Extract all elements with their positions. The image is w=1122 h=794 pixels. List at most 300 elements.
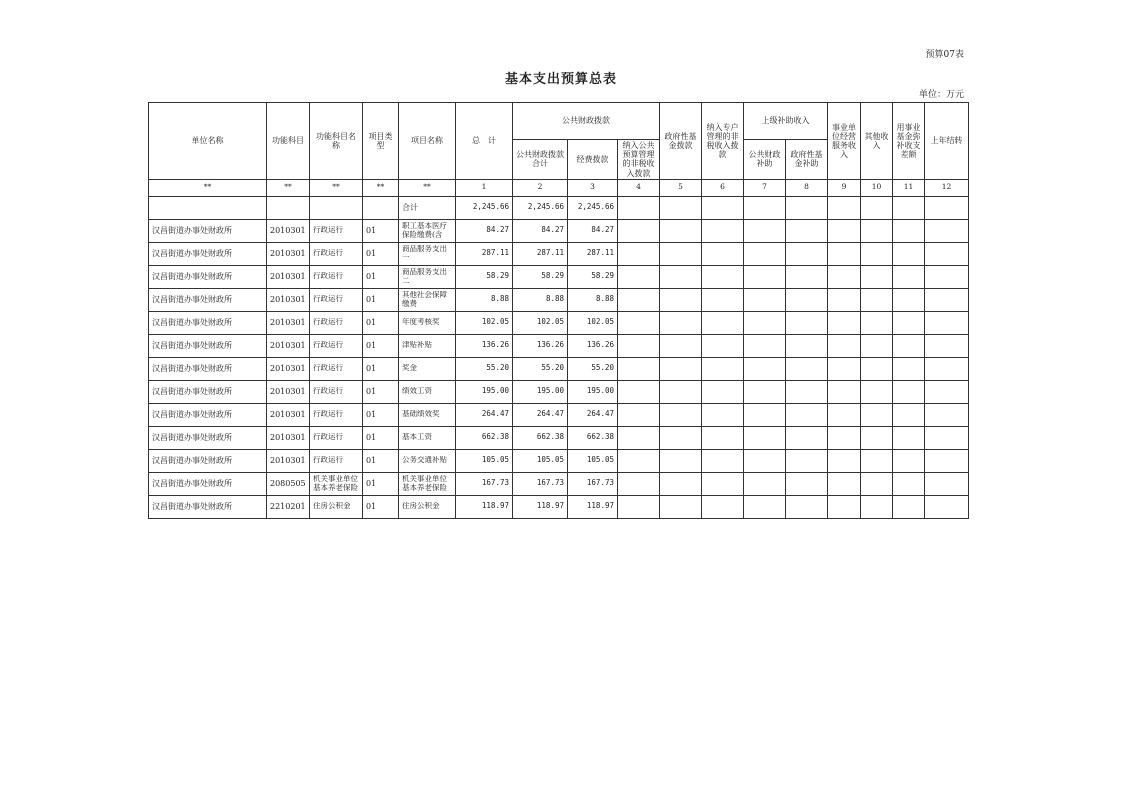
row-unit-name: 汉昌街道办事处财政所 (149, 403, 267, 426)
empty-cell (744, 334, 786, 357)
empty-cell (893, 495, 925, 518)
empty-cell (660, 426, 702, 449)
index-cell: 11 (893, 179, 925, 196)
index-cell: 3 (568, 179, 618, 196)
row-item-name (399, 265, 456, 288)
row-unit-name: 汉昌街道办事处财政所 (149, 380, 267, 403)
col-func-subject-name: 功能科目名称 (310, 103, 363, 180)
row-total: 84.27 (456, 219, 513, 242)
row-func-subject (310, 265, 363, 288)
empty-cell (786, 196, 828, 219)
empty-cell (744, 288, 786, 311)
row-func-subject-text: 行政运行 (313, 249, 343, 258)
empty-cell (893, 449, 925, 472)
empty-cell (828, 472, 861, 495)
empty-cell (861, 472, 893, 495)
empty-cell (702, 403, 744, 426)
row-funding: 195.00 (568, 380, 618, 403)
row-item-name-text: 基础绩效奖 (402, 410, 440, 419)
row-item-name-text: 机关事业单位基本养老保险 (402, 475, 447, 492)
empty-cell (893, 311, 925, 334)
empty-cell (660, 357, 702, 380)
col-carryover: 上年结转 (925, 103, 969, 180)
empty-cell (744, 311, 786, 334)
row-item-name-text: 公务交通补贴 (402, 456, 447, 465)
row-total: 105.05 (456, 449, 513, 472)
empty-cell (925, 242, 969, 265)
empty-cell (702, 380, 744, 403)
empty-cell (702, 472, 744, 495)
index-cell: 6 (702, 179, 744, 196)
page-title: 基本支出预算总表 (504, 72, 617, 87)
row-func-code: 2010301 (267, 426, 310, 449)
empty-cell (828, 380, 861, 403)
empty-cell (893, 403, 925, 426)
empty-cell (828, 495, 861, 518)
empty-cell (660, 196, 702, 219)
index-cell: 1 (456, 179, 513, 196)
row-total: 662.38 (456, 426, 513, 449)
row-item-type: 01 (363, 495, 399, 518)
empty-cell (828, 196, 861, 219)
row-item-name-text: 其他社会保障缴费 (402, 291, 447, 308)
table-row (149, 265, 969, 288)
row-unit-name: 汉昌街道办事处财政所 (149, 265, 267, 288)
empty-cell (786, 288, 828, 311)
row-subtotal: 136.26 (513, 334, 568, 357)
row-func-subject-text: 行政运行 (313, 341, 343, 350)
empty-cell (925, 311, 969, 334)
empty-cell (702, 426, 744, 449)
row-subtotal: 287.11 (513, 242, 568, 265)
row-func-subject (310, 334, 363, 357)
empty-cell (828, 449, 861, 472)
row-total: 55.20 (456, 357, 513, 380)
col-special-account: 纳入专户管理的非税收入拨款 (702, 103, 744, 180)
empty-cell (893, 219, 925, 242)
row-item-type: 01 (363, 472, 399, 495)
row-unit-name: 汉昌街道办事处财政所 (149, 357, 267, 380)
row-unit-name: 汉昌街道办事处财政所 (149, 495, 267, 518)
empty-cell (744, 357, 786, 380)
table-row (149, 357, 969, 380)
empty-cell (744, 196, 786, 219)
index-cell: 2 (513, 179, 568, 196)
row-subtotal: 105.05 (513, 449, 568, 472)
empty-cell (828, 426, 861, 449)
empty-cell (925, 449, 969, 472)
row-func-code: 2010301 (267, 380, 310, 403)
row-item-type: 01 (363, 265, 399, 288)
header-row-1 (149, 103, 969, 140)
row-func-subject-text: 住房公积金 (313, 502, 351, 511)
row-unit-name: 汉昌街道办事处财政所 (149, 426, 267, 449)
col-upper-subsidy: 上级补助收入 (744, 103, 828, 140)
total-code (267, 196, 310, 219)
empty-cell (925, 495, 969, 518)
index-row (149, 179, 969, 196)
row-item-name (399, 426, 456, 449)
row-item-type: 01 (363, 334, 399, 357)
empty-cell (660, 403, 702, 426)
empty-cell (925, 265, 969, 288)
budget-table (148, 102, 969, 519)
empty-cell (861, 196, 893, 219)
empty-cell (702, 288, 744, 311)
row-subtotal: 58.29 (513, 265, 568, 288)
empty-cell (744, 380, 786, 403)
index-cell: 12 (925, 179, 969, 196)
empty-cell (925, 219, 969, 242)
row-func-subject-text: 行政运行 (313, 272, 343, 281)
empty-cell (744, 472, 786, 495)
empty-cell (618, 219, 660, 242)
row-subtotal: 264.47 (513, 403, 568, 426)
row-func-code: 2010301 (267, 219, 310, 242)
row-item-name (399, 334, 456, 357)
total-total: 2,245.66 (456, 196, 513, 219)
empty-cell (744, 219, 786, 242)
index-cell: 8 (786, 179, 828, 196)
row-unit-name: 汉昌街道办事处财政所 (149, 288, 267, 311)
col-unit-name: 单位名称 (149, 103, 267, 180)
total-label: 合计 (399, 196, 456, 219)
index-cell: 5 (660, 179, 702, 196)
row-item-name (399, 380, 456, 403)
empty-cell (925, 196, 969, 219)
col-public-subsidy: 公共财政补助 (744, 140, 786, 180)
empty-cell (618, 472, 660, 495)
empty-cell (744, 449, 786, 472)
row-func-subject (310, 219, 363, 242)
col-total: 总 计 (456, 103, 513, 180)
empty-cell (893, 242, 925, 265)
table-row (149, 288, 969, 311)
row-item-type: 01 (363, 311, 399, 334)
row-funding: 55.20 (568, 357, 618, 380)
empty-cell (702, 449, 744, 472)
row-funding: 58.29 (568, 265, 618, 288)
row-func-code: 2010301 (267, 403, 310, 426)
row-subtotal: 195.00 (513, 380, 568, 403)
index-cell: ** (149, 179, 267, 196)
row-funding: 167.73 (568, 472, 618, 495)
empty-cell (786, 426, 828, 449)
total-row (149, 196, 969, 219)
empty-cell (744, 242, 786, 265)
empty-cell (660, 265, 702, 288)
row-item-name-text: 津贴补贴 (402, 341, 432, 350)
empty-cell (828, 219, 861, 242)
row-item-type: 01 (363, 219, 399, 242)
row-func-subject (310, 357, 363, 380)
empty-cell (893, 426, 925, 449)
empty-cell (618, 311, 660, 334)
row-item-type: 01 (363, 288, 399, 311)
col-item-name: 项目名称 (399, 103, 456, 180)
empty-cell (660, 311, 702, 334)
table-row (149, 426, 969, 449)
row-func-subject (310, 380, 363, 403)
row-funding: 102.05 (568, 311, 618, 334)
empty-cell (702, 357, 744, 380)
empty-cell (702, 196, 744, 219)
total-subject (310, 196, 363, 219)
empty-cell (660, 380, 702, 403)
empty-cell (618, 288, 660, 311)
row-subtotal: 118.97 (513, 495, 568, 518)
row-total: 136.26 (456, 334, 513, 357)
row-item-type: 01 (363, 357, 399, 380)
col-public-finance-subtotal: 公共财政拨款合计 (513, 140, 568, 180)
row-func-code: 2080505 (267, 472, 310, 495)
empty-cell (618, 426, 660, 449)
empty-cell (744, 403, 786, 426)
empty-cell (702, 495, 744, 518)
empty-cell (925, 426, 969, 449)
empty-cell (618, 403, 660, 426)
empty-cell (618, 265, 660, 288)
empty-cell (861, 495, 893, 518)
empty-cell (861, 380, 893, 403)
empty-cell (660, 449, 702, 472)
table-row (149, 219, 969, 242)
row-item-name (399, 449, 456, 472)
row-func-subject (310, 288, 363, 311)
row-item-name (399, 495, 456, 518)
row-unit-name: 汉昌街道办事处财政所 (149, 242, 267, 265)
table-row (149, 311, 969, 334)
empty-cell (925, 472, 969, 495)
row-funding: 662.38 (568, 426, 618, 449)
table-row (149, 334, 969, 357)
unit-label: 单位：万元 (918, 90, 964, 100)
row-func-subject-text: 行政运行 (313, 364, 343, 373)
row-subtotal: 84.27 (513, 219, 568, 242)
row-item-name-text: 绩效工资 (402, 387, 432, 396)
col-other-income: 其他收入 (861, 103, 893, 180)
empty-cell (893, 380, 925, 403)
row-func-subject (310, 472, 363, 495)
col-gov-fund-subsidy: 政府性基金补助 (786, 140, 828, 180)
empty-cell (925, 288, 969, 311)
empty-cell (786, 311, 828, 334)
empty-cell (660, 288, 702, 311)
empty-cell (828, 357, 861, 380)
empty-cell (861, 357, 893, 380)
total-type (363, 196, 399, 219)
row-subtotal: 662.38 (513, 426, 568, 449)
empty-cell (786, 242, 828, 265)
col-public-finance: 公共财政拨款 (513, 103, 660, 140)
empty-cell (828, 334, 861, 357)
empty-cell (786, 495, 828, 518)
table-row (149, 495, 969, 518)
form-number: 预算07表 (925, 50, 964, 60)
empty-cell (925, 403, 969, 426)
row-item-name (399, 219, 456, 242)
empty-cell (861, 288, 893, 311)
row-item-type: 01 (363, 449, 399, 472)
index-cell: ** (267, 179, 310, 196)
row-func-subject (310, 403, 363, 426)
row-subtotal: 55.20 (513, 357, 568, 380)
empty-cell (828, 311, 861, 334)
empty-cell (861, 449, 893, 472)
row-subtotal: 102.05 (513, 311, 568, 334)
empty-cell (861, 311, 893, 334)
col-biz-fund: 用事业基金弥补收支差额 (893, 103, 925, 180)
row-func-subject-text: 行政运行 (313, 387, 343, 396)
empty-cell (618, 495, 660, 518)
empty-cell (702, 311, 744, 334)
empty-cell (861, 403, 893, 426)
row-item-name (399, 288, 456, 311)
empty-cell (786, 357, 828, 380)
row-subtotal: 8.88 (513, 288, 568, 311)
empty-cell (925, 334, 969, 357)
empty-cell (925, 380, 969, 403)
index-cell: 10 (861, 179, 893, 196)
row-total: 8.88 (456, 288, 513, 311)
col-func-subject: 功能科目 (267, 103, 310, 180)
row-func-subject-text: 行政运行 (313, 318, 343, 327)
empty-cell (786, 472, 828, 495)
row-item-name (399, 311, 456, 334)
index-cell: ** (399, 179, 456, 196)
empty-cell (702, 242, 744, 265)
empty-cell (618, 357, 660, 380)
row-func-subject (310, 311, 363, 334)
empty-cell (660, 242, 702, 265)
row-func-code: 2210201 (267, 495, 310, 518)
row-funding: 105.05 (568, 449, 618, 472)
row-total: 167.73 (456, 472, 513, 495)
row-funding: 118.97 (568, 495, 618, 518)
row-func-subject-text: 行政运行 (313, 295, 343, 304)
empty-cell (786, 334, 828, 357)
empty-cell (660, 472, 702, 495)
empty-cell (828, 288, 861, 311)
empty-cell (828, 242, 861, 265)
table-row (149, 380, 969, 403)
row-total: 264.47 (456, 403, 513, 426)
empty-cell (893, 472, 925, 495)
index-cell: ** (363, 179, 399, 196)
row-total: 58.29 (456, 265, 513, 288)
empty-cell (702, 219, 744, 242)
row-func-code: 2010301 (267, 311, 310, 334)
table-row (149, 403, 969, 426)
row-unit-name: 汉昌街道办事处财政所 (149, 311, 267, 334)
row-func-subject-text: 行政运行 (313, 410, 343, 419)
empty-cell (786, 380, 828, 403)
row-item-name-text: 奖金 (402, 364, 417, 373)
empty-cell (618, 449, 660, 472)
row-total: 287.11 (456, 242, 513, 265)
empty-cell (702, 265, 744, 288)
table-row (149, 472, 969, 495)
col-gov-fund: 政府性基金拨款 (660, 103, 702, 180)
index-cell: 7 (744, 179, 786, 196)
empty-cell (861, 265, 893, 288)
empty-cell (828, 265, 861, 288)
empty-cell (861, 426, 893, 449)
row-item-name-text: 年度考核奖 (402, 318, 440, 327)
empty-cell (744, 426, 786, 449)
row-func-subject (310, 426, 363, 449)
row-item-name-text: 基本工资 (402, 433, 432, 442)
row-func-subject-text: 行政运行 (313, 226, 343, 235)
empty-cell (660, 334, 702, 357)
row-item-name-text: 职工基本医疗保险缴费(含 (402, 222, 447, 239)
row-func-code: 2010301 (267, 265, 310, 288)
row-funding: 8.88 (568, 288, 618, 311)
table-row (149, 449, 969, 472)
row-item-type: 01 (363, 242, 399, 265)
empty-cell (744, 495, 786, 518)
empty-cell (618, 196, 660, 219)
row-item-name (399, 357, 456, 380)
col-biz-income: 事业单位经营服务收入 (828, 103, 861, 180)
empty-cell (828, 403, 861, 426)
col-item-type: 项目类型 (363, 103, 399, 180)
total-funding: 2,245.66 (568, 196, 618, 219)
row-func-code: 2010301 (267, 334, 310, 357)
row-func-subject-text: 机关事业单位基本养老保险 (313, 475, 358, 492)
row-funding: 84.27 (568, 219, 618, 242)
empty-cell (702, 334, 744, 357)
empty-cell (893, 265, 925, 288)
col-funding: 经费拨款 (568, 140, 618, 180)
table-row (149, 242, 969, 265)
empty-cell (925, 357, 969, 380)
row-func-code: 2010301 (267, 357, 310, 380)
row-total: 195.00 (456, 380, 513, 403)
empty-cell (893, 357, 925, 380)
row-total: 118.97 (456, 495, 513, 518)
total-subtotal: 2,245.66 (513, 196, 568, 219)
row-item-type: 01 (363, 426, 399, 449)
empty-cell (660, 219, 702, 242)
row-func-subject (310, 242, 363, 265)
row-item-name (399, 242, 456, 265)
index-cell: 9 (828, 179, 861, 196)
empty-cell (618, 380, 660, 403)
row-funding: 264.47 (568, 403, 618, 426)
row-item-name (399, 403, 456, 426)
empty-cell (660, 495, 702, 518)
empty-cell (786, 403, 828, 426)
row-func-subject-text: 行政运行 (313, 433, 343, 442)
total-unit (149, 196, 267, 219)
empty-cell (618, 334, 660, 357)
row-total: 102.05 (456, 311, 513, 334)
row-func-subject-text: 行政运行 (313, 456, 343, 465)
row-item-type: 01 (363, 403, 399, 426)
empty-cell (786, 449, 828, 472)
index-cell: 4 (618, 179, 660, 196)
row-func-subject (310, 449, 363, 472)
empty-cell (744, 265, 786, 288)
row-funding: 287.11 (568, 242, 618, 265)
row-func-code: 2010301 (267, 288, 310, 311)
col-nontax-in-budget: 纳入公共预算管理的非税收入拨款 (618, 140, 660, 180)
empty-cell (893, 334, 925, 357)
row-unit-name: 汉昌街道办事处财政所 (149, 472, 267, 495)
empty-cell (861, 242, 893, 265)
row-func-subject (310, 495, 363, 518)
